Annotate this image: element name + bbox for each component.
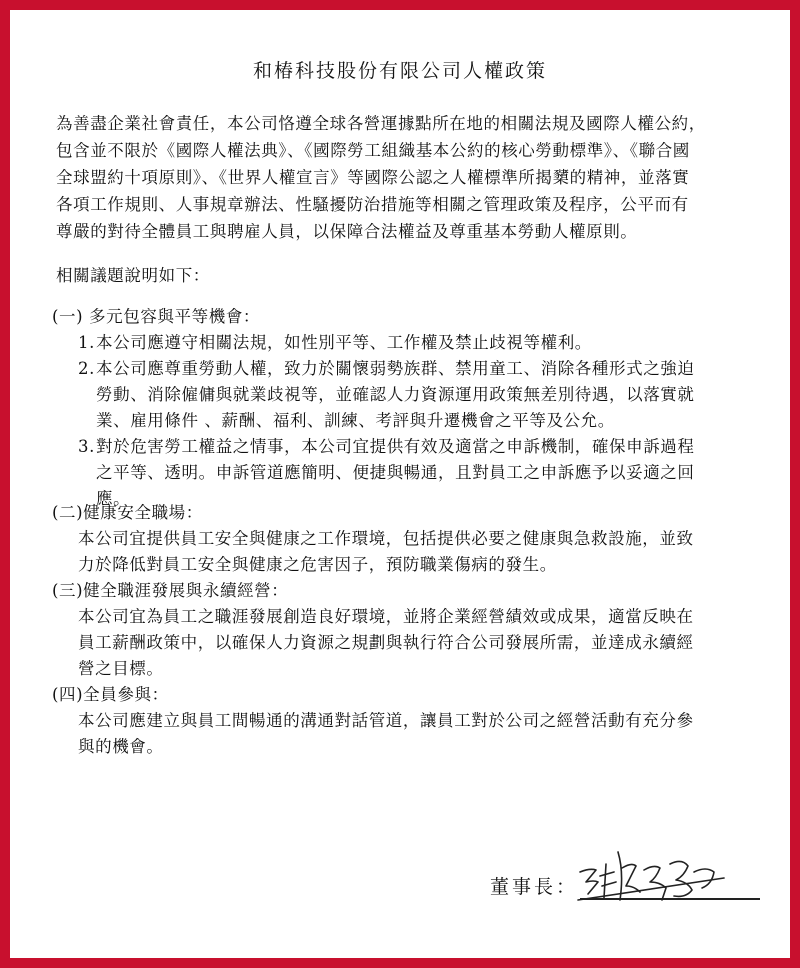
item-number: 3.	[78, 437, 95, 456]
section-participation	[52, 682, 764, 760]
paragraph-line: 力於降低對員工安全與健康之危害因子，預防職業傷病的發生。	[78, 555, 557, 574]
section-heading: (二)健康安全職場：	[52, 503, 203, 522]
document-page	[10, 10, 790, 958]
item-number: 2.	[78, 359, 95, 378]
document-title: 和椿科技股份有限公司人權政策	[252, 60, 547, 82]
item-line: 業、雇用條件 、薪酬、福利、訓練、考評與升遷機會之平等及公允。	[96, 411, 615, 430]
section-diversity-equality	[52, 304, 764, 512]
item-line: 對於危害勞工權益之情事，本公司宜提供有效及適當之申訴機制，確保申訴過程	[96, 437, 695, 456]
section-career-sustainability	[52, 578, 764, 682]
issues-label: 相關議題說明如下：	[56, 266, 210, 285]
paragraph-line: 員工薪酬政策中，以確保人力資源之規劃與執行符合公司發展所需，並達成永續經	[78, 633, 694, 652]
item-number: 1.	[78, 333, 95, 352]
section-heading: (一) 多元包容與平等機會：	[52, 307, 261, 326]
intro-paragraph	[56, 110, 756, 245]
intro-line: 各項工作規則、人事規章辦法、性騷擾防治措施等相關之管理政策及程序，公平而有	[56, 195, 689, 214]
item-line: 勞動、消除僱傭與就業歧視等，並確認人力資源運用政策無差別待遇，以落實就	[96, 385, 695, 404]
section-heading: (三)健全職涯發展與永續經營：	[52, 581, 289, 600]
paragraph-line: 本公司宜提供員工安全與健康之工作環境，包括提供必要之健康與急救設施，並致	[78, 529, 694, 548]
section-health-safety	[52, 500, 764, 578]
paragraph-line: 本公司應建立與員工間暢通的溝通對話管道，讓員工對於公司之經營活動有充分參	[78, 711, 694, 730]
item-line: 之平等、透明。申訴管道應簡明、便捷與暢通，且對員工之申訴應予以妥適之回	[96, 463, 695, 482]
paragraph-line: 營之目標。	[78, 659, 164, 678]
chairman-label: 董事長：	[490, 876, 579, 898]
intro-line: 全球盟約十項原則》、《世界人權宣言》等國際公認之人權標準所揭櫫的精神，並落實	[56, 168, 690, 187]
paragraph-line: 本公司宜為員工之職涯發展創造良好環境，並將企業經營績效或成果，適當反映在	[78, 607, 694, 626]
item-line: 本公司應尊重勞動人權，致力於關懷弱勢族群、禁用童工、消除各種形式之強迫	[96, 359, 695, 378]
list-item	[52, 356, 764, 434]
intro-line: 為善盡企業社會責任，本公司恪遵全球各營運據點所在地的相關法規及國際人權公約，	[56, 114, 706, 133]
intro-line: 包含並不限於《國際人權法典》、《國際勞工組織基本公約的核心勞動標準》、《聯合國	[56, 141, 690, 160]
handwritten-signature	[574, 842, 734, 912]
section-heading: (四)全員參與：	[52, 685, 169, 704]
item-line: 本公司應遵守相關法規，如性別平等、工作權及禁止歧視等權利。	[96, 333, 592, 352]
list-item	[52, 330, 764, 356]
paragraph-line: 與的機會。	[78, 737, 164, 756]
signature-block	[486, 860, 766, 920]
intro-line: 尊嚴的對待全體員工與聘雇人員，以保障合法權益及尊重基本勞動人權原則。	[56, 222, 638, 241]
signature-line	[580, 898, 760, 900]
item-line: 應。	[96, 489, 131, 508]
